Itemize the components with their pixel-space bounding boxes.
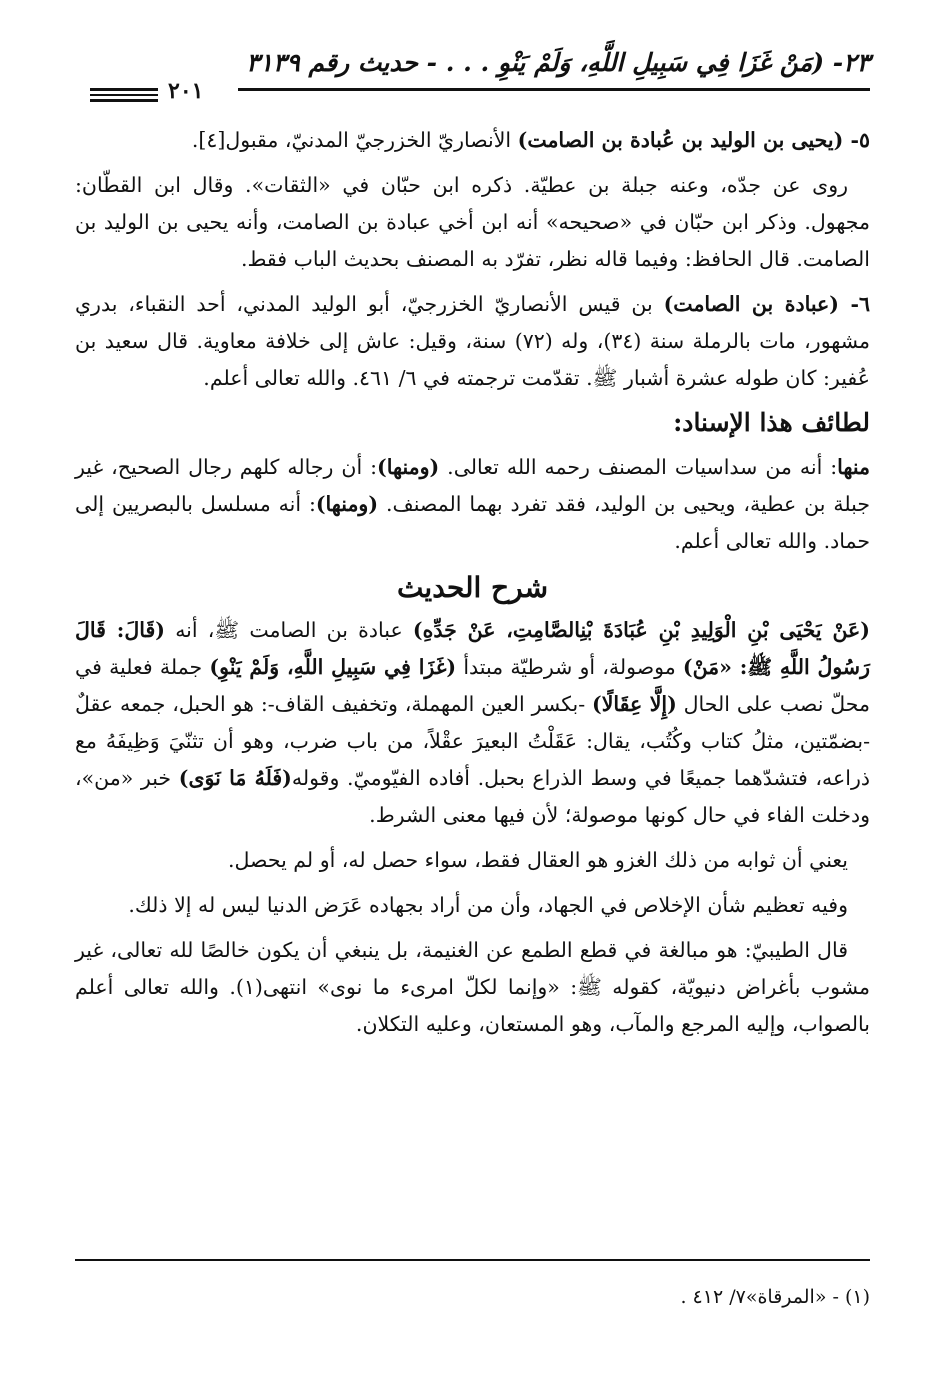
main-text [75,122,870,1051]
narrator-5-details: روى عن جدّه، وعنه جبلة بن عطيّة. ذكره ابن حبّان في «الثقات». وقال ابن القطّان: مجهول. وذكر ابن حبّان في «صحيحه» أنه ابن أخي عبادة بن الصامت، وأنه يحيى بن الوليد بن الصامت. قال الحافظ: وفيما قاله نظر، تفرّد به المصنف بحديث الباب فقط. [75,173,870,271]
narrator-6-number: ٦- [838,292,871,316]
sharh-b4: (إِلَّا عِقَالًا) [592,692,677,716]
sharh-t1: عبادة بن الصامت ﷺ، أنه [164,618,413,642]
sharh-paragraph [75,612,870,834]
header-double-rule [90,88,158,102]
page-number: ٢٠١ [168,78,204,104]
sharh-b1: (عَنْ يَحْيَى بْنِ الْوَلِيدِ بْنِ عُبَادَةَ بْنِالصَّامِتِ، عَنْ جَدِّهِ) [412,618,870,642]
sharh-b5: (فَلَهُ مَا نَوَى) [178,766,292,790]
narrator-5 [75,122,870,159]
narrator-5-number: ٥- [843,128,870,152]
narrator-6-name: (عبادة بن الصامت) [663,292,839,316]
isnad-b1: منها [837,455,871,479]
sharh-b2: (قَالَ: قَالَ رَسُولُ اللَّهِ ﷺ: «مَنْ) [75,618,871,679]
isnad-notes [75,449,870,560]
explanation-2: وفيه تعظيم شأن الإخلاص في الجهاد، وأن من أراد بجهاده عَرَض الدنيا ليس له إلا ذلك. [128,893,848,917]
running-header [90,48,870,110]
isnad-b3: (ومنها) [315,492,379,516]
isnad-t3: : أنه مسلسل بالبصريين إلى حماد. والله تعالى أعلم. [75,492,870,553]
header-title: ٢٣- (مَنْ غَزَا فِي سَبِيلِ اللَّهِ، وَلَمْ يَنْوِ . . . - حديث رقم ٣١٣٩ [246,48,870,77]
narrator-6 [75,286,870,397]
narrator-6-text: بن قيس الأنصاريّ الخزرجيّ، أبو الوليد المدني، أحد النقباء، بدري مشهور، مات بالرملة سنة (٣٤)، وله (٧٢) سنة، وقيل: عاش إلى خلافة معاوية. قال سعيد بن عُفير: كان طوله عشرة أشبار ﷺ. تقدّمت ترجمته في ٦/ ٤٦١. والله تعالى أعلم. [75,292,870,390]
sharh-b3: (غَزَا فِي سَبِيلِ اللَّهِ، وَلَمْ يَنْوِ) [209,655,457,679]
header-rule [238,88,870,91]
sharh-t4: -بكسر العين المهملة، وتخفيف القاف-: هو الحبل، جمعه عقلٌ -بضمّتين، مثلُ كتاب وكُتُب، يقال: عَقَلْتُ البعيرَ عقْلاً، من باب ضرب، وهو أن تثنّيَ وَظِيفَهُ مع ذراعه، فتشدّهما جميعًا في وسط الذراع بحبل. أفاده الفيّوميّ. وقوله [75,692,870,790]
footnote: (١) - «المرقاة»٧/ ٤١٢ . [680,1286,870,1308]
sharh-t3: جملة فعلية في محلّ نصب على الحال [75,655,870,716]
explanation-3: قال الطيبيّ: هو مبالغة في قطع الطمع عن الغنيمة، بل ينبغي أن يكون خالصًا لله تعالى، غير مشوب بأغراض دنيويّة، كقوله ﷺ: «وإنما لكلّ امرىء ما نوى» انتهى(١). والله تعالى أعلم بالصواب، وإليه المرجع والمآب، وهو المستعان، وعليه التكلان. [75,938,870,1036]
section-heading-isnad: لطائف هذا الإسناد: [673,408,870,437]
sharh-t5: خبر «من»، ودخلت الفاء في حال كونها موصولة؛ لأن فيها معنى الشرط. [75,766,870,827]
footnote-divider [75,1259,870,1261]
isnad-b2: (ومنها) [377,455,440,479]
narrator-5-name: (يحيى بن الوليد بن عُبادة بن الصامت) [517,128,844,152]
narrator-5-text: الأنصاريّ الخزرجيّ المدنيّ، مقبول[٤]. [191,128,518,152]
sharh-t2: موصولة، أو شرطيّة مبتدأ [456,655,683,679]
isnad-t2: : أن رجاله كلهم رجال الصحيح، غير جبلة بن عطية، ويحيى بن الوليد، فقد تفرد بهما المصنف. [75,455,870,516]
isnad-t1: : أنه من سداسيات المصنف رحمه الله تعالى. [439,455,838,479]
section-heading-sharh: شرح الحديث [396,571,549,604]
explanation-1: يعني أن ثوابه من ذلك الغزو هو العقال فقط، سواء حصل له، أو لم يحصل. [228,848,848,872]
